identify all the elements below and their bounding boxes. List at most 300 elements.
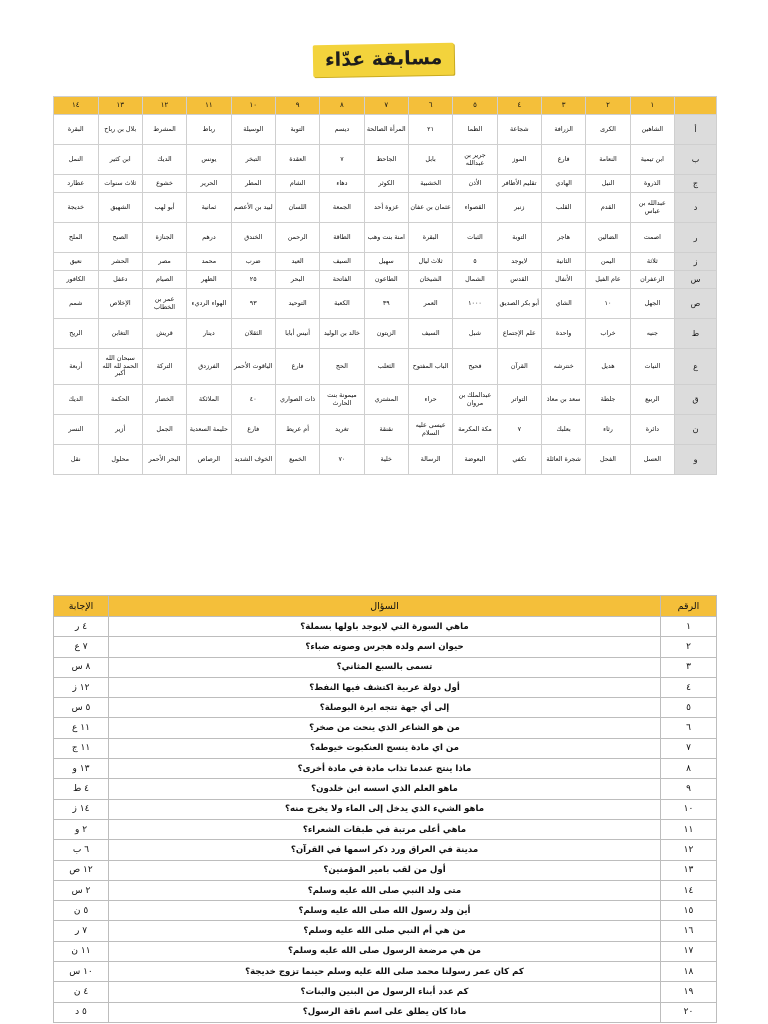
grid-cell: اللسان: [275, 193, 319, 223]
question-row: [54, 799, 717, 819]
grid-cell: خلية: [364, 445, 408, 475]
question-text: ماذا ينتج عندما تذاب مادة في مادة أخرى؟: [109, 759, 661, 779]
grid-cell: حليمة السعدية: [187, 415, 231, 445]
grid-row: [54, 349, 717, 385]
grid-cell: النيات: [630, 349, 674, 385]
grid-cell: دينار: [187, 319, 231, 349]
grid-cell: خراب: [586, 319, 630, 349]
grid-cell: امنة بنت وهب: [364, 223, 408, 253]
grid-cell: الملح: [54, 223, 99, 253]
grid-cell: عمر بن الخطاب: [142, 289, 186, 319]
grid-cell: سعد بن معاذ: [541, 385, 585, 415]
grid-cell: الجهل: [630, 289, 674, 319]
question-number: ١٤: [661, 880, 717, 900]
header-number: الرقم: [661, 596, 717, 617]
question-row: [54, 718, 717, 738]
grid-cell: الصيام: [142, 271, 186, 289]
question-number: ١٦: [661, 921, 717, 941]
grid-cell: الرصاص: [187, 445, 231, 475]
grid-cell: نعيق: [54, 253, 99, 271]
grid-cell: التوبة: [497, 223, 541, 253]
header-question: السؤال: [109, 596, 661, 617]
grid-cell: الياقوت الأحمر: [231, 349, 275, 385]
question-text: حيوان اسم ولده هجرس وصوته ضباء؟: [109, 637, 661, 657]
grid-column-number: ١٣: [98, 97, 142, 115]
grid-cell: حراء: [408, 385, 452, 415]
question-answer: ٥ د: [54, 1002, 109, 1022]
question-text: ماهي السورة التي لايوجد باولها بسملة؟: [109, 617, 661, 637]
question-row: [54, 880, 717, 900]
question-number: ١٣: [661, 860, 717, 880]
grid-cell: ٢١: [408, 115, 452, 145]
question-row: [54, 677, 717, 697]
grid-cell: فارغ: [541, 145, 585, 175]
grid-cell: الملائكة: [187, 385, 231, 415]
grid-cell: التبخر: [231, 145, 275, 175]
grid-cell: ذات الصواري: [275, 385, 319, 415]
question-answer: ٤ ط: [54, 779, 109, 799]
grid-cell: شبل: [453, 319, 497, 349]
question-row: [54, 637, 717, 657]
question-number: ٥: [661, 698, 717, 718]
grid-cell: الكافور: [54, 271, 99, 289]
grid-cell: اليمن: [586, 253, 630, 271]
grid-cell: ٢٥: [231, 271, 275, 289]
grid-cell: يونس: [187, 145, 231, 175]
question-row: [54, 738, 717, 758]
grid-cell: الحج: [320, 349, 364, 385]
grid-cell: البحر: [275, 271, 319, 289]
grid-cell: دائرة: [630, 415, 674, 445]
grid-row: [54, 223, 717, 253]
grid-cell: التوبة: [275, 115, 319, 145]
question-text: أول دولة عربية اكتشف فيها النفط؟: [109, 677, 661, 697]
question-row: [54, 840, 717, 860]
grid-cell: الثبات: [453, 223, 497, 253]
question-number: ١٥: [661, 901, 717, 921]
grid-cell: الشمال: [453, 271, 497, 289]
question-number: ١٩: [661, 982, 717, 1002]
grid-row: [54, 175, 717, 193]
grid-cell: أنيس أبابا: [275, 319, 319, 349]
grid-cell: شمم: [54, 289, 99, 319]
question-text: ماهي أعلى مرتبة في طبقات الشعراء؟: [109, 819, 661, 839]
question-row: [54, 819, 717, 839]
grid-cell: نقل: [54, 445, 99, 475]
grid-cell: الربيع: [630, 385, 674, 415]
question-answer: ١٤ ز: [54, 799, 109, 819]
grid-cell: فارغ: [275, 349, 319, 385]
grid-column-number: ٥: [453, 97, 497, 115]
grid-row-letter: د: [675, 193, 717, 223]
grid-row: [54, 145, 717, 175]
question-text: متى ولد النبي صلى الله عليه وسلم؟: [109, 880, 661, 900]
answer-grid: [53, 96, 717, 475]
grid-cell: مكة المكرمة: [453, 415, 497, 445]
grid-column-number: ٨: [320, 97, 364, 115]
grid-cell: المطر: [231, 175, 275, 193]
grid-cell: ضرب: [231, 253, 275, 271]
grid-cell: ١٠٠٠: [453, 289, 497, 319]
grid-cell: ٩٣: [231, 289, 275, 319]
grid-row: [54, 319, 717, 349]
grid-row: [54, 415, 717, 445]
grid-cell: عيسى عليه السلام: [408, 415, 452, 445]
grid-corner: [675, 97, 717, 115]
grid-cell: الرحمن: [275, 223, 319, 253]
question-answer: ٢ و: [54, 819, 109, 839]
grid-cell: الضالين: [586, 223, 630, 253]
grid-cell: النعامة: [586, 145, 630, 175]
grid-cell: جرير بن عبدالله: [453, 145, 497, 175]
grid-cell: سهيل: [364, 253, 408, 271]
grid-row: [54, 385, 717, 415]
question-number: ٣: [661, 657, 717, 677]
grid-cell: الرسالة: [408, 445, 452, 475]
grid-cell: الفاتحة: [320, 271, 364, 289]
question-number: ٦: [661, 718, 717, 738]
grid-row: [54, 289, 717, 319]
grid-cell: علم الإجتماع: [497, 319, 541, 349]
grid-cell: رباط: [187, 115, 231, 145]
question-number: ٨: [661, 759, 717, 779]
grid-cell: لايوجد: [497, 253, 541, 271]
question-answer: ١١ ع: [54, 718, 109, 738]
grid-cell: أبو لهب: [142, 193, 186, 223]
grid-row: [54, 271, 717, 289]
grid-cell: ديسم: [320, 115, 364, 145]
grid-cell: التركة: [142, 349, 186, 385]
grid-column-number: ٧: [364, 97, 408, 115]
grid-cell: الموز: [497, 145, 541, 175]
grid-column-number: ١٢: [142, 97, 186, 115]
grid-cell: أبو بكر الصديق: [497, 289, 541, 319]
page-title: مسابقة عدّاء: [313, 43, 455, 77]
grid-row: [54, 253, 717, 271]
grid-cell: عبدالملك بن مروان: [453, 385, 497, 415]
grid-cell: العمر: [408, 289, 452, 319]
question-row: [54, 657, 717, 677]
grid-cell: ميمونة بنت الحارث: [320, 385, 364, 415]
question-answer: ٦ ب: [54, 840, 109, 860]
grid-cell: الكعبة: [320, 289, 364, 319]
grid-cell: الشاي: [541, 289, 585, 319]
question-answer: ٨ س: [54, 657, 109, 677]
grid-header-row: [54, 97, 717, 115]
grid-cell: العسل: [630, 445, 674, 475]
grid-column-number: ١٠: [231, 97, 275, 115]
grid-cell: الشهيق: [98, 193, 142, 223]
grid-cell: الثقلان: [231, 319, 275, 349]
grid-cell: واحدة: [541, 319, 585, 349]
question-row: [54, 901, 717, 921]
grid-cell: رثاء: [586, 415, 630, 445]
grid-cell: محمد: [187, 253, 231, 271]
grid-cell: ثلاثة: [630, 253, 674, 271]
question-answer: ٢ س: [54, 880, 109, 900]
grid-cell: الريح: [54, 319, 99, 349]
grid-cell: الباب المفتوح: [408, 349, 452, 385]
grid-cell: الثعلب: [364, 349, 408, 385]
question-row: [54, 941, 717, 961]
grid-row-letter: ط: [675, 319, 717, 349]
grid-row-letter: ص: [675, 289, 717, 319]
grid-row-letter: س: [675, 271, 717, 289]
grid-cell: الظهر: [187, 271, 231, 289]
grid-cell: الحكمة: [98, 385, 142, 415]
grid-cell: مصر: [142, 253, 186, 271]
grid-cell: عبدالله بن عباس: [630, 193, 674, 223]
grid-cell: ثلاث ليال: [408, 253, 452, 271]
grid-cell: الجاحظ: [364, 145, 408, 175]
grid-cell: البحر الأحمر: [142, 445, 186, 475]
grid-row-letter: ع: [675, 349, 717, 385]
question-row: [54, 982, 717, 1002]
grid-cell: الجنازة: [142, 223, 186, 253]
grid-cell: عطارد: [54, 175, 99, 193]
grid-cell: شجاعة: [497, 115, 541, 145]
grid-cell: النسر: [54, 415, 99, 445]
question-answer: ١١ ج: [54, 738, 109, 758]
grid-cell: سبحان الله الحمد لله الله أكبر: [98, 349, 142, 385]
grid-cell: الظما: [453, 115, 497, 145]
grid-cell: التوحيد: [275, 289, 319, 319]
grid-cell: ١٠: [586, 289, 630, 319]
grid-cell: درهم: [187, 223, 231, 253]
grid-cell: ٣٩: [364, 289, 408, 319]
question-answer: ١٢ ص: [54, 860, 109, 880]
grid-cell: ثلاث سنوات: [98, 175, 142, 193]
grid-cell: أم عريط: [275, 415, 319, 445]
grid-cell: الجمل: [142, 415, 186, 445]
grid-cell: أربعة: [54, 349, 99, 385]
grid-cell: الشام: [275, 175, 319, 193]
grid-cell: القدس: [497, 271, 541, 289]
question-text: ماهو العلم الذي اسسه ابن خلدون؟: [109, 779, 661, 799]
grid-row-letter: و: [675, 445, 717, 475]
grid-cell: العقدة: [275, 145, 319, 175]
question-text: أين ولد رسول الله صلى الله عليه وسلم؟: [109, 901, 661, 921]
grid-cell: الوسيلة: [231, 115, 275, 145]
question-number: ١: [661, 617, 717, 637]
grid-cell: العيد: [275, 253, 319, 271]
grid-column-number: ٢: [586, 97, 630, 115]
grid-column-number: ٤: [497, 97, 541, 115]
grid-cell: ٧٠: [320, 445, 364, 475]
question-text: كم عدد أبناء الرسول من البنين والبنات؟: [109, 982, 661, 1002]
grid-cell: ابن تيمية: [630, 145, 674, 175]
question-row: [54, 759, 717, 779]
title-banner: [0, 44, 768, 76]
question-answer: ٥ س: [54, 698, 109, 718]
grid-cell: أزير: [98, 415, 142, 445]
grid-cell: الكرى: [586, 115, 630, 145]
question-number: ٢: [661, 637, 717, 657]
grid-cell: النمل: [54, 145, 99, 175]
grid-cell: البقرة: [54, 115, 99, 145]
grid-cell: ٥: [453, 253, 497, 271]
grid-cell: عام الفيل: [586, 271, 630, 289]
grid-cell: فارغ: [231, 415, 275, 445]
grid-cell: تقليم الأظافر: [497, 175, 541, 193]
grid-cell: بعلبك: [541, 415, 585, 445]
grid-row: [54, 193, 717, 223]
grid-cell: الهادي: [541, 175, 585, 193]
grid-cell: محلول: [98, 445, 142, 475]
question-answer: ١٠ س: [54, 962, 109, 982]
grid-cell: الفرزدق: [187, 349, 231, 385]
grid-cell: الطاقة: [320, 223, 364, 253]
grid-cell: شجرة العائلة: [541, 445, 585, 475]
question-row: [54, 1002, 717, 1022]
grid-cell: الصبح: [98, 223, 142, 253]
grid-cell: بلال بن رباح: [98, 115, 142, 145]
grid-cell: غزوة أحد: [364, 193, 408, 223]
question-number: ١٠: [661, 799, 717, 819]
question-text: من هو الشاعر الذي ينحت من صخر؟: [109, 718, 661, 738]
question-number: ١٢: [661, 840, 717, 860]
grid-cell: المرأة الصالحة: [364, 115, 408, 145]
grid-cell: الزيتون: [364, 319, 408, 349]
grid-cell: البقرة: [408, 223, 452, 253]
grid-cell: ابن كثير: [98, 145, 142, 175]
grid-cell: القدم: [586, 193, 630, 223]
grid-cell: الزرافة: [541, 115, 585, 145]
question-answer: ٤ ن: [54, 982, 109, 1002]
questions-header-row: [54, 596, 717, 617]
question-row: [54, 779, 717, 799]
grid-row-letter: ز: [675, 253, 717, 271]
grid-row-letter: ر: [675, 223, 717, 253]
grid-cell: عثمان بن عفان: [408, 193, 452, 223]
grid-cell: السيف: [408, 319, 452, 349]
grid-cell: الخندق: [231, 223, 275, 253]
grid-cell: الفحل: [586, 445, 630, 475]
grid-cell: الجمعة: [320, 193, 364, 223]
grid-row-letter: ن: [675, 415, 717, 445]
question-number: ١٨: [661, 962, 717, 982]
question-answer: ٤ ر: [54, 617, 109, 637]
question-answer: ١٣ و: [54, 759, 109, 779]
grid-cell: الذروة: [630, 175, 674, 193]
grid-cell: القرآن: [497, 349, 541, 385]
question-text: كم كان عمر رسولنا محمد صلى الله عليه وسلم حينما تزوج خديجة؟: [109, 962, 661, 982]
question-text: مدينة في العراق ورد ذكر اسمها في القرآن؟: [109, 840, 661, 860]
grid-cell: خديجة: [54, 193, 99, 223]
question-text: ماهو الشيء الذي يدخل إلى الماء ولا يخرج منه؟: [109, 799, 661, 819]
grid-cell: جلطة: [586, 385, 630, 415]
question-answer: ٧ ر: [54, 921, 109, 941]
grid-row-letter: أ: [675, 115, 717, 145]
grid-cell: نقنقة: [364, 415, 408, 445]
grid-cell: دغفل: [98, 271, 142, 289]
grid-cell: اصمت: [630, 223, 674, 253]
grid-cell: الديك: [142, 145, 186, 175]
question-row: [54, 698, 717, 718]
question-number: ١١: [661, 819, 717, 839]
question-text: من هي أم النبي صلى الله عليه وسلم؟: [109, 921, 661, 941]
grid-cell: دهاء: [320, 175, 364, 193]
grid-cell: السيف: [320, 253, 364, 271]
question-row: [54, 860, 717, 880]
grid-cell: الحرير: [187, 175, 231, 193]
grid-row-letter: ق: [675, 385, 717, 415]
grid-cell: جنيه: [630, 319, 674, 349]
question-number: ٢٠: [661, 1002, 717, 1022]
grid-cell: فحيح: [453, 349, 497, 385]
question-text: ماذا كان يطلق على اسم ناقة الرسول؟: [109, 1002, 661, 1022]
question-text: تسمى بالسبع المثاني؟: [109, 657, 661, 677]
grid-cell: الخضار: [142, 385, 186, 415]
grid-cell: الثانية: [541, 253, 585, 271]
grid-row-letter: ج: [675, 175, 717, 193]
grid-cell: هاجر: [541, 223, 585, 253]
grid-cell: البعوضة: [453, 445, 497, 475]
questions-table: [53, 595, 717, 1023]
grid-cell: قريش: [142, 319, 186, 349]
question-number: ٤: [661, 677, 717, 697]
grid-cell: المشتري: [364, 385, 408, 415]
grid-cell: لبيد بن الأعصم: [231, 193, 275, 223]
grid-cell: القلب: [541, 193, 585, 223]
question-text: أول من لقب بامير المؤمنين؟: [109, 860, 661, 880]
grid-row: [54, 445, 717, 475]
grid-cell: تكفي: [497, 445, 541, 475]
grid-cell: تغريد: [320, 415, 364, 445]
grid-cell: بابل: [408, 145, 452, 175]
grid-column-number: ٩: [275, 97, 319, 115]
question-text: إلى أي جهة تتجه ابرة البوصلة؟: [109, 698, 661, 718]
grid-cell: الإخلاص: [98, 289, 142, 319]
question-row: [54, 617, 717, 637]
grid-cell: ٧: [320, 145, 364, 175]
question-number: ١٧: [661, 941, 717, 961]
grid-cell: القصواء: [453, 193, 497, 223]
grid-column-number: ٣: [541, 97, 585, 115]
question-number: ٧: [661, 738, 717, 758]
grid-cell: الكوثر: [364, 175, 408, 193]
question-answer: ١٢ ز: [54, 677, 109, 697]
grid-cell: التغابن: [98, 319, 142, 349]
grid-cell: هديل: [586, 349, 630, 385]
grid-cell: خشوع: [142, 175, 186, 193]
grid-cell: ٤٠: [231, 385, 275, 415]
question-number: ٩: [661, 779, 717, 799]
grid-cell: زنبر: [497, 193, 541, 223]
question-answer: ٥ ن: [54, 901, 109, 921]
grid-cell: ٧: [497, 415, 541, 445]
grid-cell: المشرط: [142, 115, 186, 145]
grid-cell: التواتر: [497, 385, 541, 415]
grid-row-letter: ب: [675, 145, 717, 175]
grid-cell: ثمانية: [187, 193, 231, 223]
grid-cell: الخميع: [275, 445, 319, 475]
grid-cell: الحشر: [98, 253, 142, 271]
header-answer: الإجابة: [54, 596, 109, 617]
question-text: من اي مادة ينسج العنكبوت خيوطه؟: [109, 738, 661, 758]
question-row: [54, 962, 717, 982]
grid-cell: الخوف الشديد: [231, 445, 275, 475]
grid-cell: الشيخان: [408, 271, 452, 289]
question-answer: ١١ ن: [54, 941, 109, 961]
question-row: [54, 921, 717, 941]
grid-cell: خالد بن الوليد: [320, 319, 364, 349]
grid-column-number: ١١: [187, 97, 231, 115]
grid-column-number: ٦: [408, 97, 452, 115]
grid-cell: الديك: [54, 385, 99, 415]
grid-row: [54, 115, 717, 145]
grid-cell: الشاهين: [630, 115, 674, 145]
